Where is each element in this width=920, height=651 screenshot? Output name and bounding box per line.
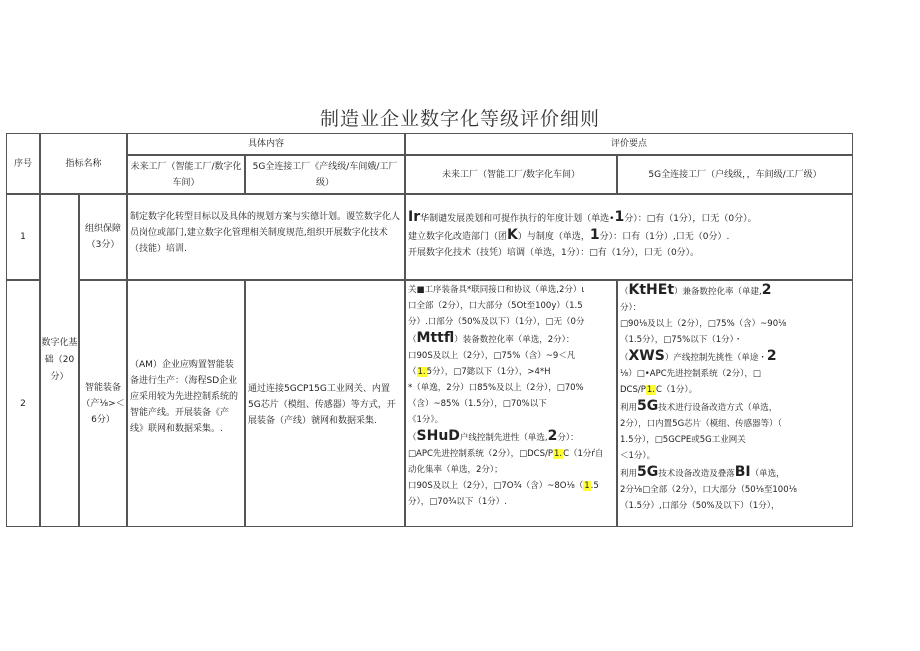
row1-eval-line-3: 开展数字化技术（技凭）培调（单选，1分）：□有（1分），口无（0分）。 — [408, 248, 700, 258]
eval-future-line: （Mttfl）装备数控化率（单选，2分）： — [408, 330, 575, 346]
eval-future-line: 动化集率（单选，2分）； — [408, 465, 503, 475]
header-future-factory: 未来工厂（智能工厂/数字化车间） — [127, 155, 245, 194]
eval-5g-line: （KtHEt）兼备数控化率（单建,2 — [620, 282, 772, 298]
eval-future-line: □APC先进控制系统（2分），□DCS/P1.C（1分ŕ自 — [408, 449, 604, 459]
eval-5g-line: （1.5分）,口部分（50%及以下）（1分）， — [620, 501, 780, 511]
eval-future-line: 分）.口部分（50%及以下）（1分），□无（0分 — [408, 317, 585, 327]
page-title: 制造业企业数字化等级评价细则 — [319, 108, 600, 130]
header-content: 具体内容 — [127, 133, 405, 155]
header-eval: 评价要点 — [405, 133, 853, 155]
row2-eval-5g — [617, 280, 853, 527]
row1-name: 组织保障（3分） — [79, 194, 127, 280]
eval-future-line: 口全部（2分），口大部分（5Ot至100y）（1.5 — [408, 301, 583, 311]
eval-future-line: （1.5分），□7懿以下（1分），>4*H — [408, 367, 551, 377]
eval-5g-line: 2分⅛□全部（2分），口大部分（50⅛至100⅛ — [620, 485, 797, 495]
eval-5g-line: 利用5G技术设备改造及叠落BI（单选， — [620, 464, 785, 480]
row2-future: （AM）企业应购置智能装备进行生产：（海程SD企业应采用较为先进控制系统的智能产线。开展装备《产线》联网和数据采集。. — [127, 280, 245, 527]
eval-5g-line: （1.5分），□75%以下（1分）・ — [620, 335, 743, 345]
eval-5g-line: □90⅛及以上（2分），□75%（含）~90⅛ — [620, 319, 787, 329]
eval-future-line: 口90S及以上（2分），□7O¾（含）~8O⅛（1.5 — [408, 481, 599, 491]
eval-future-line: （含）~85%（1.5分），□70%以下 — [408, 399, 547, 409]
category-label: 数字化基础（20分） — [41, 338, 78, 382]
header-5g-factory: 5G全连接工厂《产线级/车间娥/工厂级） — [245, 155, 405, 194]
eval-5g-line: （XWS）产线控制先挑性（单途・2 — [620, 348, 777, 364]
row1-seq: 1 — [6, 194, 40, 280]
eval-future-line: （SHuD户线控制先进性（单选,2分）： — [408, 428, 579, 444]
eval-5g-line: 利用5G技术进行设备改造方式（单选， — [620, 398, 778, 414]
row1-eval-line-1: Ir华制谴发展羡划和可提作执行的年度计划（单选•1分）：□有（1分），口无（0分）。 — [408, 209, 757, 225]
eval-future-line: 《1分》。 — [408, 415, 444, 425]
eval-5g-line: 2分），口内置5G芯片（模组、传感器等）（ — [620, 419, 782, 429]
row1-content: 制定数字化转型目标以及具体的规划方案与实德计划。谡笠数字化人员岗位或部门,建立数字化管理相关制度规范,组织开展数字化技术（技能）培训. — [127, 194, 405, 280]
row2-eval-future — [405, 280, 617, 527]
header-eval-future: 未来工厂（智能工厂/数字化车间） — [405, 155, 617, 194]
header-eval-5g: 5G全连接工厂（户线级，，车间级/工厂级） — [617, 155, 853, 194]
header-indicator: 指标名称 — [40, 133, 127, 194]
eval-5g-line: 1.5分），□5GCPE或5G工业网关 — [620, 435, 746, 445]
category-cell — [40, 194, 79, 527]
eval-5g-line: 分）： — [620, 303, 642, 313]
eval-future-line: 分），□70¾以下（1分）. — [408, 497, 507, 507]
row1-eval-line-2: 建立数字化改造部门（团K）与制度（单选，1分）：口有（1分）,口无（0分）. — [408, 227, 730, 243]
eval-5g-line: ＜1分）。 — [620, 451, 656, 461]
header-seq: 序号 — [6, 133, 40, 194]
row2-5g: 通过连接5GCP15G工业网关、内置5G芯片（模组、传感器）等方式，开展装备（产线）虢网和数据采集. — [245, 280, 405, 527]
row2-seq: 2 — [6, 280, 40, 527]
eval-future-line: 口90S及以上（2分），□75%（含）~9＜凡 — [408, 351, 576, 361]
eval-future-line: 关■工序装备具*联同接口和协议（单选,2分）ι — [408, 285, 585, 295]
eval-5g-line: DCS/P1.C（1分）。 — [620, 385, 698, 395]
row1-eval — [405, 194, 853, 280]
eval-5g-line: ⅛）□•APC先进控制系统（2分），□ — [620, 369, 761, 379]
row2-name: 智能装备（产⅛>＜6分） — [79, 280, 127, 527]
eval-future-line: *（单逸，2分）口85%及以上（2分），□70% — [408, 383, 584, 393]
